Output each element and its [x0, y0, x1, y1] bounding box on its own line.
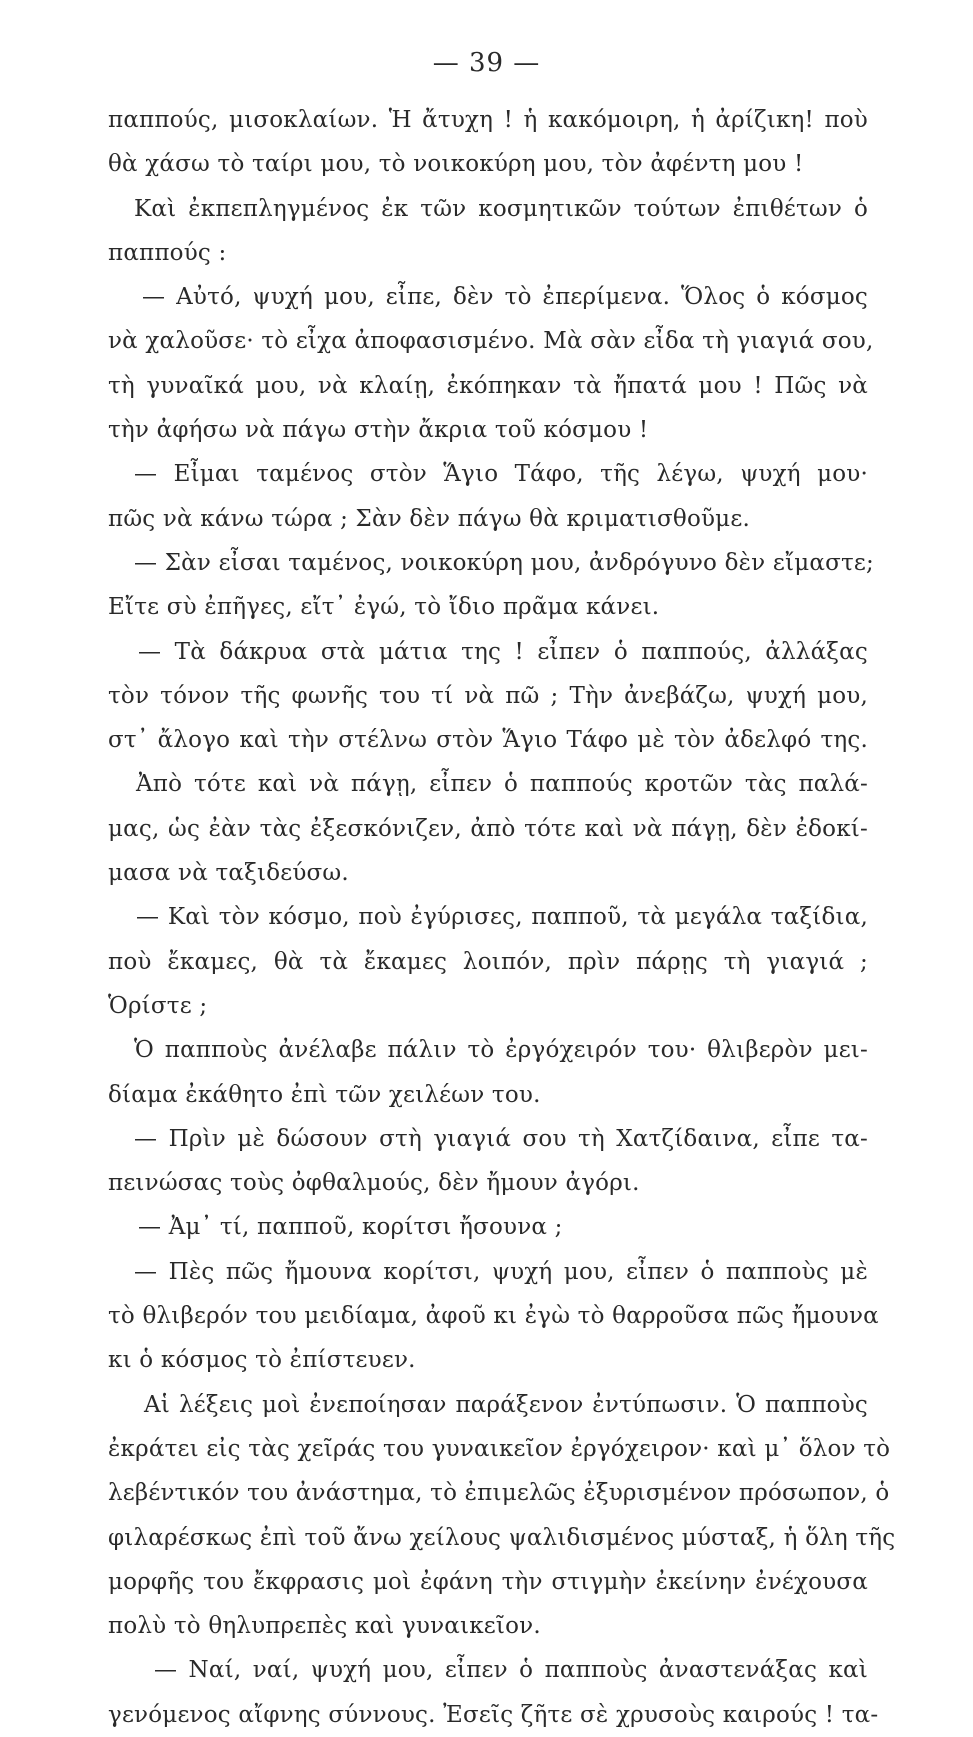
text-line: Ὁρίστε ; [108, 992, 208, 1019]
text-line: πολὺ τὸ θηλυπρεπὲς καὶ γυναικεῖον. [108, 1613, 541, 1640]
text-line: μορφῆς του ἔκφρασις μοὶ ἐφάνη τὴν στιγμὴν ἐκείνην ἐνέχουσα [108, 1568, 868, 1595]
text-line: ἐκράτει εἰς τὰς χεῖράς του γυναικεῖον ἐργόχειρον· καὶ μ᾽ ὅλον τὸ [108, 1435, 891, 1462]
text-line: Αἱ λέξεις μοὶ ἐνεποίησαν παράξενον ἐντύπωσιν. Ὁ παπποὺς [144, 1391, 868, 1418]
text-line: δίαμα ἐκάθητο ἐπὶ τῶν χειλέων του. [108, 1081, 541, 1108]
text-line: — Καὶ τὸν κόσμο, ποὺ ἐγύρισες, παπποῦ, τὰ μεγάλα ταξίδια, [136, 904, 868, 931]
text-line: Εἴτε σὺ ἐπῆγες, εἴτ᾽ ἐγώ, τὸ ἴδιο πρᾶμα κάνει. [108, 594, 660, 621]
text-line: μασα νὰ ταξιδεύσω. [108, 860, 349, 887]
page-number: — 39 — [432, 48, 541, 78]
text-line: παππούς, μισοκλαίων. Ἡ ἄτυχη ! ἡ κακόμοιρη, ἡ ἀρίζικη! ποὺ [108, 107, 868, 133]
text-line: λεβέντικόν του ἀνάστημα, τὸ ἐπιμελῶς ἐξυρισμένον πρόσωπον, ὁ [108, 1480, 890, 1507]
text-line: ποὺ ἔκαμες, θὰ τὰ ἔκαμες λοιπόν, πρὶν πάρῃς τὴ γιαγιά ; [108, 948, 868, 975]
text-line: τὸν τόνον τῆς φωνῆς του τί νὰ πῶ ; Τὴν ἀνεβάζω, ψυχή μου, [108, 682, 868, 709]
text-line: τὴ γυναῖκά μου, νὰ κλαίῃ, ἐκόπηκαν τὰ ἤπατά μου ! Πῶς νὰ [108, 372, 868, 399]
text-line: — Ἀμ᾽ τί, παπποῦ, κορίτσι ἤσουνα ; [138, 1214, 563, 1241]
text-line: γενόμενος αἴφνης σύννους. Ἐσεῖς ζῆτε σὲ χρυσοὺς καιρούς ! τα- [108, 1701, 879, 1728]
text-line: τὴν ἀφήσω νὰ πάγω στὴν ἄκρια τοῦ κόσμου ! [108, 417, 649, 444]
body-text [108, 98, 896, 1737]
text-line: στ᾽ ἄλογο καὶ τὴν στέλνω στὸν Ἅγιο Τάφο μὲ τὸν ἀδελφό της. [108, 727, 868, 754]
text-line: θὰ χάσω τὸ ταίρι μου, τὸ νοικοκύρη μου, τὸν ἀφέντη μου ! [108, 151, 804, 178]
text-line: παππούς : [108, 239, 227, 266]
text-line: — Πὲς πῶς ἤμουνα κορίτσι, ψυχή μου, εἶπεν ὁ παπποὺς μὲ [134, 1258, 868, 1285]
text-line: κι ὁ κόσμος τὸ ἐπίστευεν. [108, 1347, 416, 1374]
text-line: Ὁ παπποὺς ἀνέλαβε πάλιν τὸ ἐργόχειρόν του· θλιβερὸν μει- [134, 1037, 868, 1064]
text-line: τὸ θλιβερόν του μειδίαμα, ἀφοῦ κι ἐγὼ τὸ θαρροῦσα πῶς ἤμουνα [108, 1303, 879, 1330]
text-line: — Τὰ δάκρυα στὰ μάτια της ! εἶπεν ὁ παππούς, ἀλλάξας [138, 638, 868, 665]
text-line: Ἀπὸ τότε καὶ νὰ πάγῃ, εἶπεν ὁ παππούς κροτῶν τὰς παλά- [136, 771, 868, 798]
text-line: — Αὐτό, ψυχή μου, εἶπε, δὲν τὸ ἐπερίμενα. Ὅλος ὁ κόσμος [142, 284, 868, 311]
text-line: — Πρὶν μὲ δώσουν στὴ γιαγιά σου τὴ Χατζίδαινα, εἶπε τα- [134, 1125, 868, 1152]
text-line: πεινώσας τοὺς ὀφθαλμούς, δὲν ἤμουν ἀγόρι. [108, 1170, 640, 1197]
text-line: — Εἶμαι ταμένος στὸν Ἅγιο Τάφο, τῆς λέγω, ψυχή μου· [134, 461, 868, 488]
text-line: Καὶ ἐκπεπληγμένος ἐκ τῶν κοσμητικῶν τούτων ἐπιθέτων ὁ [134, 195, 868, 222]
text-line: — Ναί, ναί, ψυχή μου, εἶπεν ὁ παπποὺς ἀναστενάξας καὶ [154, 1657, 868, 1684]
text-line: πῶς νὰ κάνω τώρα ; Σὰν δὲν πάγω θὰ κριματισθοῦμε. [108, 505, 750, 532]
text-line: νὰ χαλοῦσε· τὸ εἶχα ἀποφασισμένο. Μὰ σὰν εἶδα τὴ γιαγιά σου, [108, 328, 874, 355]
text-line: μας, ὡς ἐὰν τὰς ἐξεσκόνιζεν, ἀπὸ τότε καὶ νὰ πάγῃ, δὲν ἐδοκί- [108, 815, 868, 842]
text-line: φιλαρέσκως ἐπὶ τοῦ ἄνω χείλους ψαλιδισμένος μύσταξ, ἡ ὅλη τῆς [108, 1524, 896, 1551]
text-line: — Σὰν εἶσαι ταμένος, νοικοκύρη μου, ἀνδρόγυνο δὲν εἴμαστε; [134, 549, 874, 576]
